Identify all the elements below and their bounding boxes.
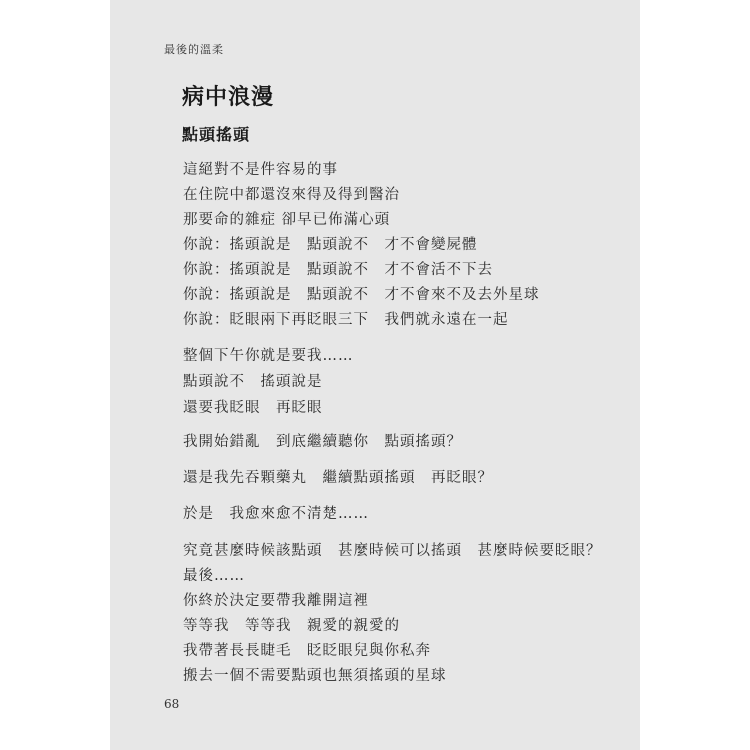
poem-line: 我開始錯亂 到底繼續聽你 點頭搖頭？ [183, 434, 462, 450]
poem-line: 你說：搖頭說是 點頭說不 才不會變屍體 [183, 237, 478, 253]
poem-line: 還是我先吞顆藥丸 繼續點頭搖頭 再眨眼？ [183, 470, 493, 486]
book-page [110, 0, 640, 750]
poem-line: 你說：搖頭說是 點頭說不 才不會活不下去 [183, 262, 493, 278]
poem-line: 整個下午你就是要我…… [183, 348, 354, 364]
poem-line: 我帶著長長睫毛 眨眨眼兒與你私奔 [183, 643, 431, 659]
page-number: 68 [164, 697, 180, 711]
poem-line: 點頭說不 搖頭說是 [183, 374, 323, 390]
poem-line: 這絕對不是件容易的事 [183, 162, 338, 178]
poem-line: 搬去一個不需要點頭也無須搖頭的星球 [183, 668, 447, 684]
poem-line: 究竟甚麼時候該點頭 甚麼時候可以搖頭 甚麼時候要眨眼？ [183, 543, 602, 559]
poem-line: 等等我 等等我 親愛的親愛的 [183, 618, 400, 634]
poem-line: 最後…… [183, 568, 245, 584]
poem-line: 你說：搖頭說是 點頭說不 才不會來不及去外星球 [183, 287, 540, 303]
running-header: 最後的溫柔 [164, 43, 224, 56]
poem-line: 你說：眨眼兩下再眨眼三下 我們就永遠在一起 [183, 312, 509, 328]
poem-line: 你終於決定要帶我離開這裡 [183, 593, 369, 609]
poem-title: 點頭搖頭 [182, 125, 251, 144]
poem-line: 那要命的雜症 卻早已佈滿心頭 [183, 212, 391, 228]
chapter-title: 病中浪漫 [182, 84, 275, 110]
poem-line: 在住院中都還沒來得及得到醫治 [183, 187, 400, 203]
poem-line: 於是 我愈來愈不清楚…… [183, 506, 369, 522]
poem-line: 還要我眨眼 再眨眼 [183, 400, 323, 416]
